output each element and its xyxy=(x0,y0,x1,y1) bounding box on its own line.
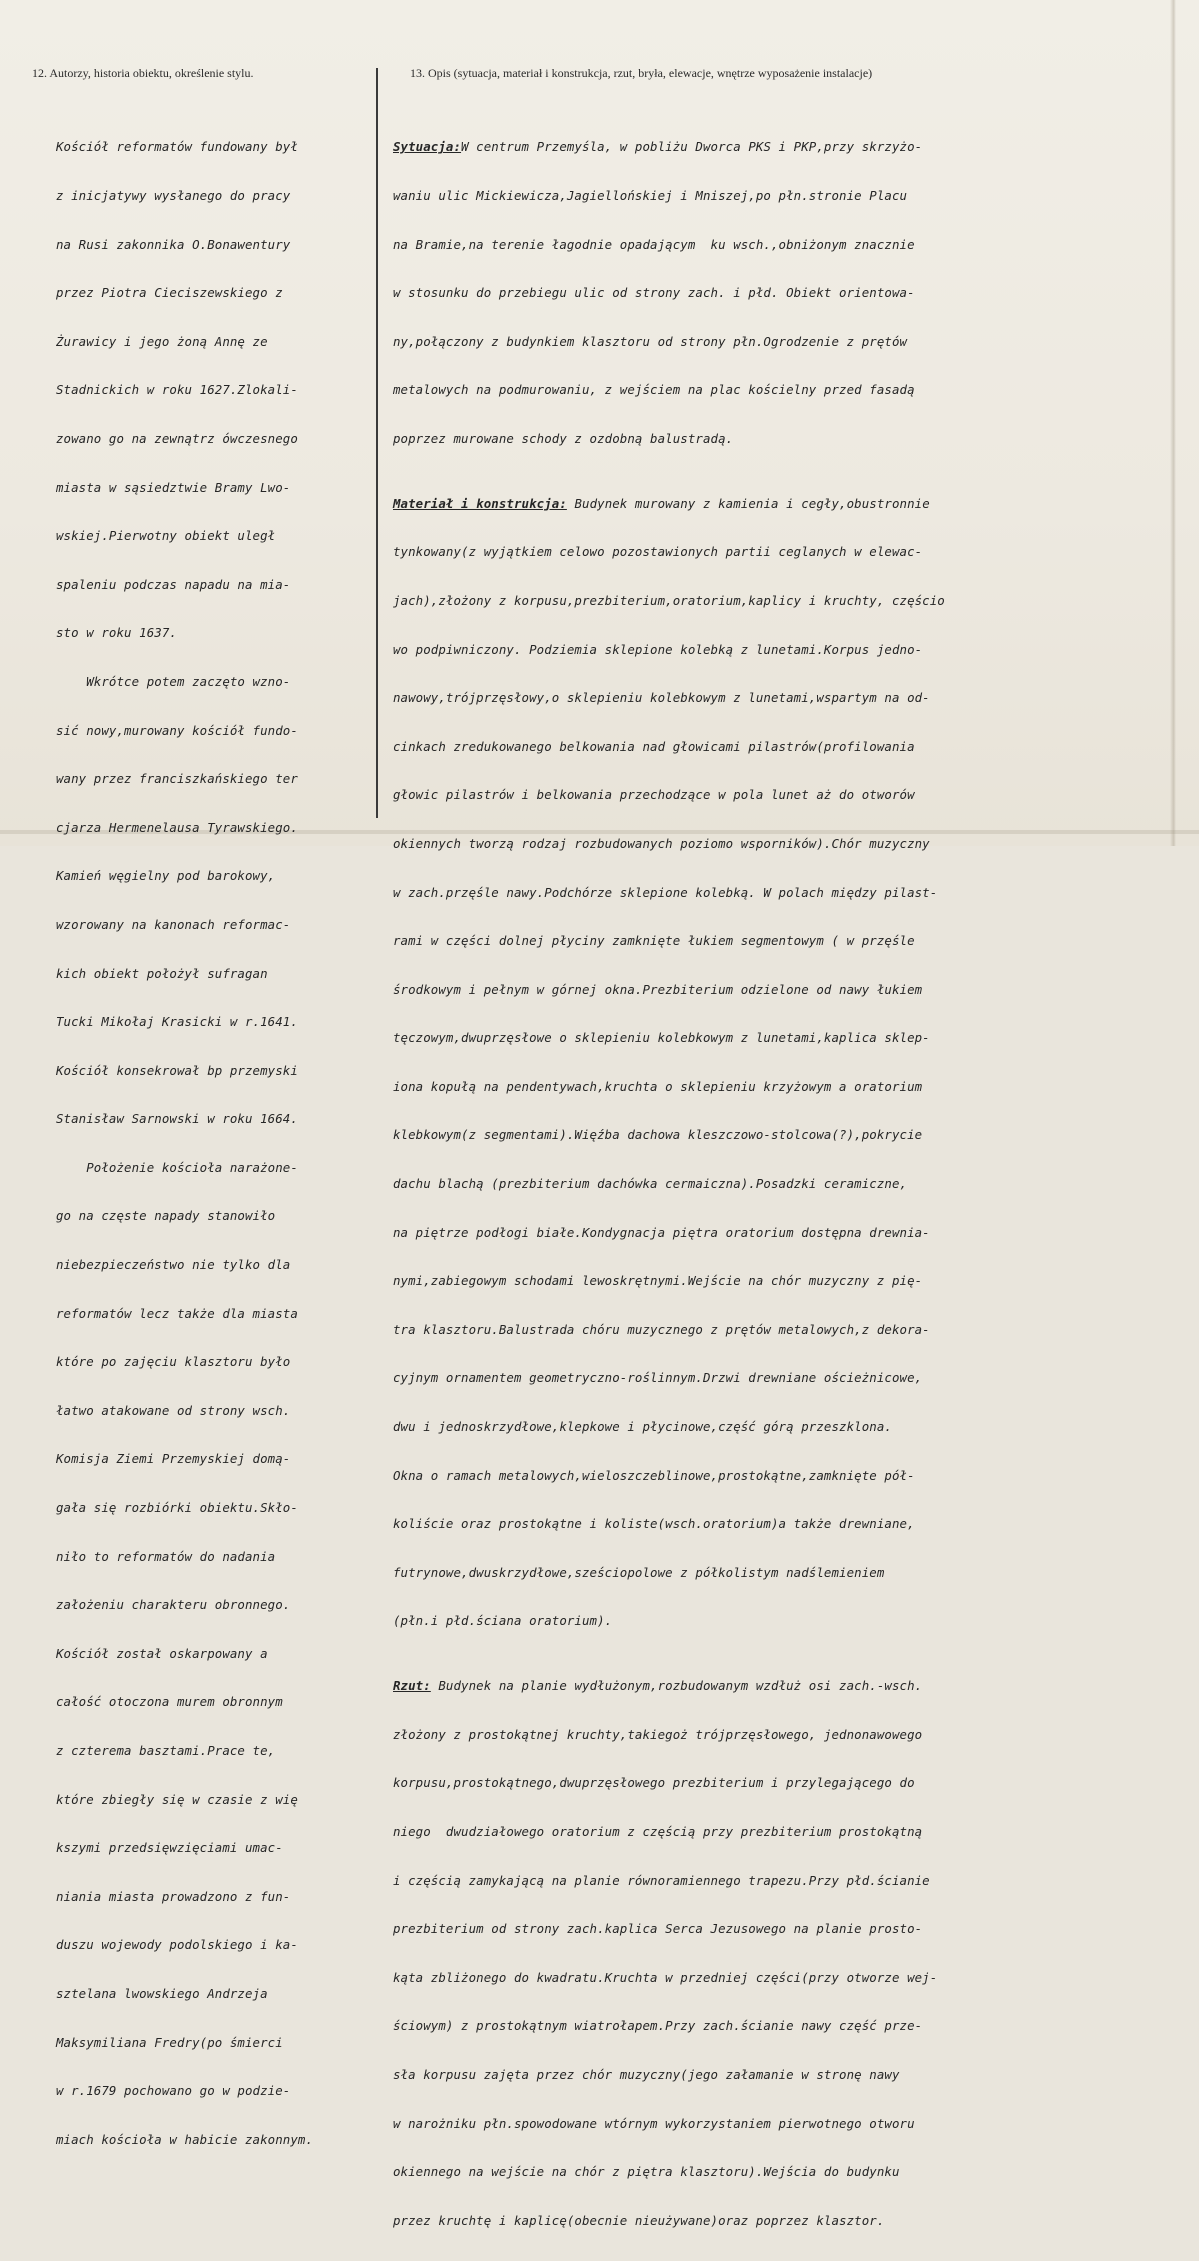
text-fragment: Budynek na planie wydłużonym,rozbudowanym wzdłuż osi zach.-wsch. xyxy=(430,1678,923,1694)
text-line: Maksymiliana Fredry(po śmierci xyxy=(56,2034,283,2050)
text-line: Położenie kościoła narażone- xyxy=(56,1159,298,1175)
text-line: założeniu charakteru obronnego. xyxy=(56,1597,291,1613)
text-line: tęczowym,dwuprzęsłowe o sklepieniu kolebkowym z lunetami,kaplica sklep- xyxy=(393,1030,930,1046)
text-line: na piętrze podłogi białe.Kondygnacja piętra oratorium dostępna drewnia- xyxy=(393,1224,930,1240)
text-line: niło to reformatów do nadania xyxy=(56,1548,276,1564)
text-line: futrynowe,dwuskrzydłowe,sześciopolowe z półkolistym nadślemieniem xyxy=(393,1564,885,1580)
text-line: gała się rozbiórki obiektu.Skło- xyxy=(56,1500,298,1516)
text-line: Stanisław Sarnowski w roku 1664. xyxy=(56,1111,298,1127)
text-fragment: Budynek murowany z kamienia i cegły,obustronnie xyxy=(566,495,930,511)
text-line: niania miasta prowadzono z fun- xyxy=(56,1888,291,1904)
text-line: Okna o ramach metalowych,wieloszczeblinowe,prostokątne,zamknięte pół- xyxy=(393,1467,915,1483)
text-line: niego dwudziałowego oratorium z częścią przy prezbiterium prostokątną xyxy=(393,1824,923,1839)
text-line: złożony z prostokątnej kruchty,takiegoż trójprzęsłowego, jednonawowego xyxy=(393,1726,923,1742)
text-line: łatwo atakowane od strony wsch. xyxy=(56,1402,291,1418)
text-line: iona kopułą na pendentywach,kruchta o sklepieniu krzyżowym a oratorium xyxy=(393,1078,923,1094)
text-line: na Bramie,na terenie łagodnie opadającym ku wsch.,obniżonym znacznie xyxy=(393,236,915,252)
text-line: korpusu,prostokątnego,dwuprzęsłowego prezbiterium i przylegającego do xyxy=(393,1775,915,1791)
text-line: w stosunku do przebiegu ulic od strony zach. i płd. Obiekt orientowa- xyxy=(393,285,915,301)
text-line: kszymi przedsięwzięciami umac- xyxy=(56,1840,283,1856)
text-line: metalowych na podmurowaniu, z wejściem na plac kościelny przed fasadą xyxy=(393,382,915,398)
text-line: tynkowany(z wyjątkiem celowo pozostawionych partii ceglanych w elewac- xyxy=(393,544,923,560)
text-line: dwu i jednoskrzydłowe,klepkowe i płycinowe,część górą przeszklona. xyxy=(393,1419,892,1435)
text-fragment: W centrum Przemyśla, w pobliżu Dworca PKS i PKP,przy skrzyżo- xyxy=(461,139,923,155)
text-line: dachu blachą (prezbiterium dachówka cermaiczna).Posadzki ceramiczne, xyxy=(393,1176,908,1192)
text-line: Kamień węgielny pod barokowy, xyxy=(56,868,276,884)
history-column xyxy=(56,107,313,2180)
text-line: w zach.przęśle nawy.Podchórze sklepione kolebką. W polach między pilast- xyxy=(393,884,938,900)
text-line: które zbiegły się w czasie z wię xyxy=(56,1791,298,1807)
text-line: na Rusi zakonnika O.Bonawentury xyxy=(56,236,291,252)
text-line: nymi,zabiegowym schodami lewoskrętnymi.Wejście na chór muzyczny z pię- xyxy=(393,1273,923,1289)
text-line: nawowy,trójprzęsłowy,o sklepieniu kolebkowym z lunetami,wspartym na od- xyxy=(393,690,930,706)
text-line: przez Piotra Cieciszewskiego z xyxy=(56,285,283,301)
section-12-header: 12. Autorzy, historia obiektu, określenie stylu. xyxy=(32,66,254,80)
text-line: z inicjatywy wysłanego do pracy xyxy=(56,188,291,203)
text-line: w r.1679 pochowano go w podzie- xyxy=(56,2083,291,2099)
text-line: jach),złożony z korpusu,prezbiterium,oratorium,kaplicy i kruchty, częścio xyxy=(393,592,945,608)
material-first-line xyxy=(393,496,945,512)
rzut-label: Rzut: xyxy=(393,1678,431,1694)
text-line: reformatów lecz także dla miasta xyxy=(56,1305,298,1321)
text-line: rami w części dolnej płyciny zamknięte łukiem segmentowym ( w przęśle xyxy=(393,933,915,949)
text-line: i częścią zamykającą na planie równoramiennego trapezu.Przy płd.ścianie xyxy=(393,1872,930,1888)
text-line: Stadnickich w roku 1627.Zlokali- xyxy=(56,382,298,398)
text-line: Kościół został oskarpowany a xyxy=(56,1645,268,1661)
sytuacja-label: Sytuacja: xyxy=(393,139,462,155)
text-line: wzorowany na kanonach reformac- xyxy=(56,916,291,932)
text-line: Żurawicy i jego żoną Annę ze xyxy=(56,333,268,349)
text-line: kich obiekt położył sufragan xyxy=(56,965,268,981)
text-line: okiennych tworzą rodzaj rozbudowanych poziomo wsporników).Chór muzyczny xyxy=(393,835,930,851)
page-edge-shadow xyxy=(1170,0,1176,846)
text-line: kąta zbliżonego do kwadratu.Kruchta w przedniej części(przy otworze wej- xyxy=(393,1969,938,1985)
text-line: przez kruchtę i kaplicę(obecnie nieużywane)oraz poprzez klasztor. xyxy=(393,2212,885,2228)
text-line: sła korpusu zajęta przez chór muzyczny(jego załamanie w stronę nawy xyxy=(393,2066,900,2082)
text-line: miach kościoła w habicie zakonnym. xyxy=(56,2131,314,2147)
text-line: prezbiterium od strony zach.kaplica Serca Jezusowego na planie prosto- xyxy=(393,1921,923,1937)
column-divider xyxy=(376,68,378,818)
text-line: spaleniu podczas napadu na mia- xyxy=(56,576,291,592)
text-line: głowic pilastrów i belkowania przechodzące w pola lunet aż do otworów xyxy=(393,787,915,803)
text-line: Tucki Mikołaj Krasicki w r.1641. xyxy=(56,1014,298,1030)
text-line: duszu wojewody podolskiego i ka- xyxy=(56,1937,298,1953)
text-line: sztelana lwowskiego Andrzeja xyxy=(56,1985,268,2001)
text-line: niebezpieczeństwo nie tylko dla xyxy=(56,1257,291,1273)
text-line: cyjnym ornamentem geometryczno-roślinnym.Drzwi drewniane ościeżnicowe, xyxy=(393,1370,923,1386)
text-line: Kościół konsekrował bp przemyski xyxy=(56,1062,298,1078)
text-line: poprzez murowane schody z ozdobną balustradą. xyxy=(393,430,734,446)
text-line: miasta w sąsiedztwie Bramy Lwo- xyxy=(56,479,291,495)
text-line: które po zajęciu klasztoru było xyxy=(56,1354,291,1370)
text-line: tra klasztoru.Balustrada chóru muzycznego z prętów metalowych,z dekora- xyxy=(393,1321,930,1337)
text-line: (płn.i płd.ściana oratorium). xyxy=(393,1613,613,1629)
text-line: całość otoczona murem obronnym xyxy=(56,1694,283,1710)
text-line: ny,połączony z budynkiem klasztoru od strony płn.Ogrodzenie z prętów xyxy=(393,333,908,349)
text-line: cinkach zredukowanego belkowania nad głowicami pilastrów(profilowania xyxy=(393,738,915,754)
text-line: ściowym) z prostokątnym wiatrołapem.Przy zach.ścianie nawy część prze- xyxy=(393,2018,923,2034)
text-line: waniu ulic Mickiewicza,Jagiellońskiej i Mniszej,po płn.stronie Placu xyxy=(393,188,908,203)
sytuacja-first-line xyxy=(393,139,945,155)
text-line: okiennego na wejście na chór z piętra klasztoru).Wejścia do budynku xyxy=(393,2164,900,2180)
rzut-first-line xyxy=(393,1678,945,1694)
text-line: Wkrótce potem zaczęto wzno- xyxy=(56,673,291,689)
text-line: wany przez franciszkańskiego ter xyxy=(56,771,298,787)
text-line: sić nowy,murowany kościół fundo- xyxy=(56,722,298,738)
text-line: klebkowym(z segmentami).Więźba dachowa kleszczowo-stolcowa(?),pokrycie xyxy=(393,1127,923,1143)
text-line: koliście oraz prostokątne i koliste(wsch.oratorium)a także drewniane, xyxy=(393,1516,915,1532)
text-line: Kościół reformatów fundowany był xyxy=(56,139,298,155)
text-line: sto w roku 1637. xyxy=(56,625,177,641)
section-13-header: 13. Opis (sytuacja, materiał i konstrukcja, rzut, bryła, elewacje, wnętrze wyposażenie instalacje) xyxy=(410,66,873,80)
description-column xyxy=(393,107,945,2261)
text-line: wo podpiwniczony. Podziemia sklepione kolebką z lunetami.Korpus jedno- xyxy=(393,641,923,657)
text-line: cjarza Hermenelausa Tyrawskiego. xyxy=(56,819,298,835)
material-label: Materiał i konstrukcja: xyxy=(393,495,567,511)
text-line: wskiej.Pierwotny obiekt uległ xyxy=(56,528,276,544)
text-line: zowano go na zewnątrz ówczesnego xyxy=(56,430,298,446)
text-line: środkowym i pełnym w górnej okna.Prezbiterium odzielone od nawy łukiem xyxy=(393,981,923,997)
text-line: z czterema basztami.Prace te, xyxy=(56,1743,276,1758)
text-line: go na częste napady stanowiło xyxy=(56,1208,276,1224)
text-line: w narożniku płn.spowodowane wtórnym wykorzystaniem pierwotnego otworu xyxy=(393,2115,915,2131)
text-line: Komisja Ziemi Przemyskiej domą- xyxy=(56,1451,291,1467)
